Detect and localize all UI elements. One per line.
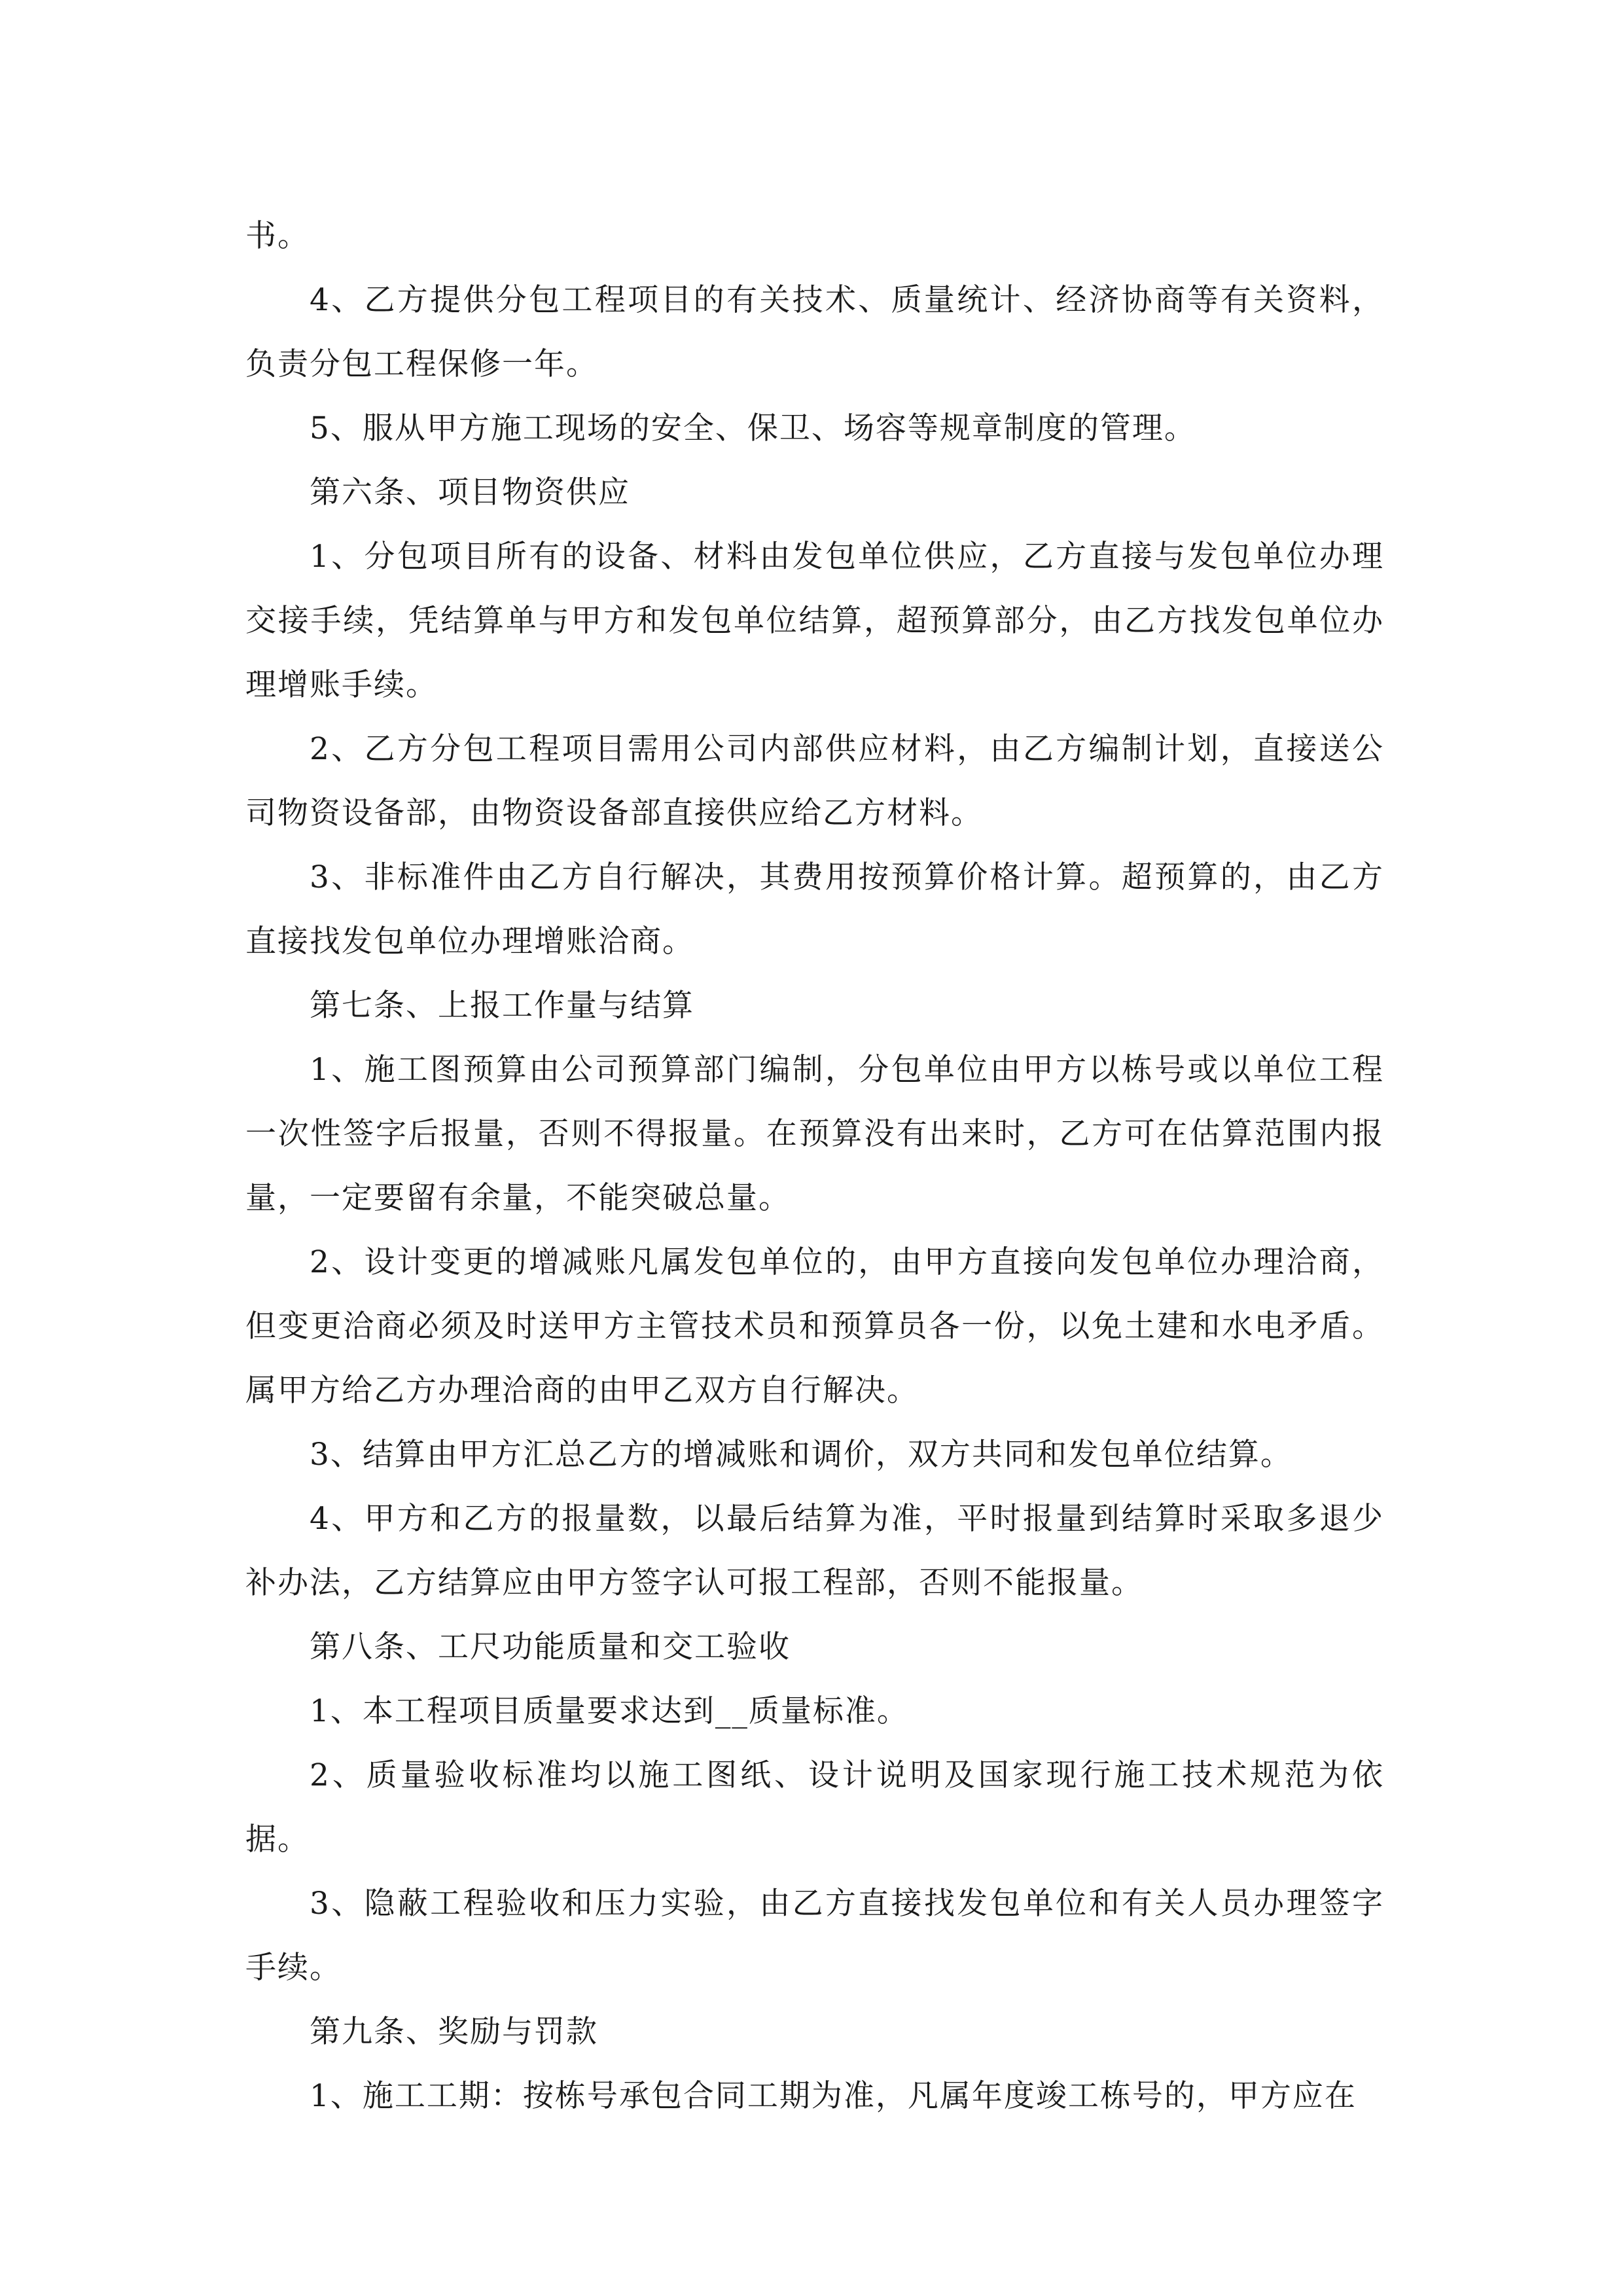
paragraph-clause-6-3: 3、非标准件由乙方自行解决，其费用按预算价格计算。超预算的，由乙方直接找发包单位办理增账洽商。 (245, 859, 1384, 960)
paragraph-clause-7-1: 1、施工图预算由公司预算部门编制，分包单位由甲方以栋号或以单位工程一次性签字后报量，否则不得报量。在预算没有出来时，乙方可在估算范围内报量，一定要留有余量，不能突破总量。 (245, 1052, 1384, 1216)
paragraph-clause-7-4: 4、甲方和乙方的报量数，以最后结算为准，平时报量到结算时采取多退少补办法，乙方结算应由甲方签字认可报工程部，否则不能报量。 (245, 1501, 1384, 1601)
article-heading-8: 第八条、工尺功能质量和交工验收 (310, 1629, 791, 1665)
article-heading-6: 第六条、项目物资供应 (310, 475, 630, 511)
document-body (245, 204, 1384, 2128)
article-heading-9: 第九条、奖励与罚款 (310, 2014, 598, 2050)
paragraph-clause-7-2: 2、设计变更的增减账凡属发包单位的，由甲方直接向发包单位办理洽商，但变更洽商必须及时送甲方主管技术员和预算员各一份，以免土建和水电矛盾。属甲方给乙方办理洽商的由甲乙双方自行解决。 (245, 1244, 1384, 1408)
paragraph-clause-5-5: 5、服从甲方施工现场的安全、保卫、场容等规章制度的管理。 (310, 410, 1196, 446)
paragraph-clause-8-3: 3、隐蔽工程验收和压力实验，由乙方直接找发包单位和有关人员办理签字手续。 (245, 1886, 1384, 1986)
paragraph-clause-7-3: 3、结算由甲方汇总乙方的增减账和调价，双方共同和发包单位结算。 (310, 1437, 1293, 1473)
paragraph-clause-8-2: 2、质量验收标准均以施工图纸、设计说明及国家现行施工技术规范为依据。 (245, 1757, 1384, 1857)
paragraph-continuation: 书。 (245, 218, 310, 254)
paragraph-clause-5-4: 4、乙方提供分包工程项目的有关技术、质量统计、经济协商等有关资料，负责分包工程保修一年。 (245, 282, 1384, 382)
paragraph-clause-9-1: 1、施工工期：按栋号承包合同工期为准，凡属年度竣工栋号的，甲方应在 (310, 2078, 1357, 2114)
paragraph-clause-6-2: 2、乙方分包工程项目需用公司内部供应材料，由乙方编制计划，直接送公司物资设备部，由物资设备部直接供应给乙方材料。 (245, 731, 1384, 831)
paragraph-clause-6-1: 1、分包项目所有的设备、材料由发包单位供应，乙方直接与发包单位办理交接手续，凭结算单与甲方和发包单位结算，超预算部分，由乙方找发包单位办理增账手续。 (245, 539, 1384, 703)
article-heading-7: 第七条、上报工作量与结算 (310, 988, 694, 1024)
paragraph-clause-8-1: 1、本工程项目质量要求达到__质量标准。 (310, 1693, 909, 1729)
